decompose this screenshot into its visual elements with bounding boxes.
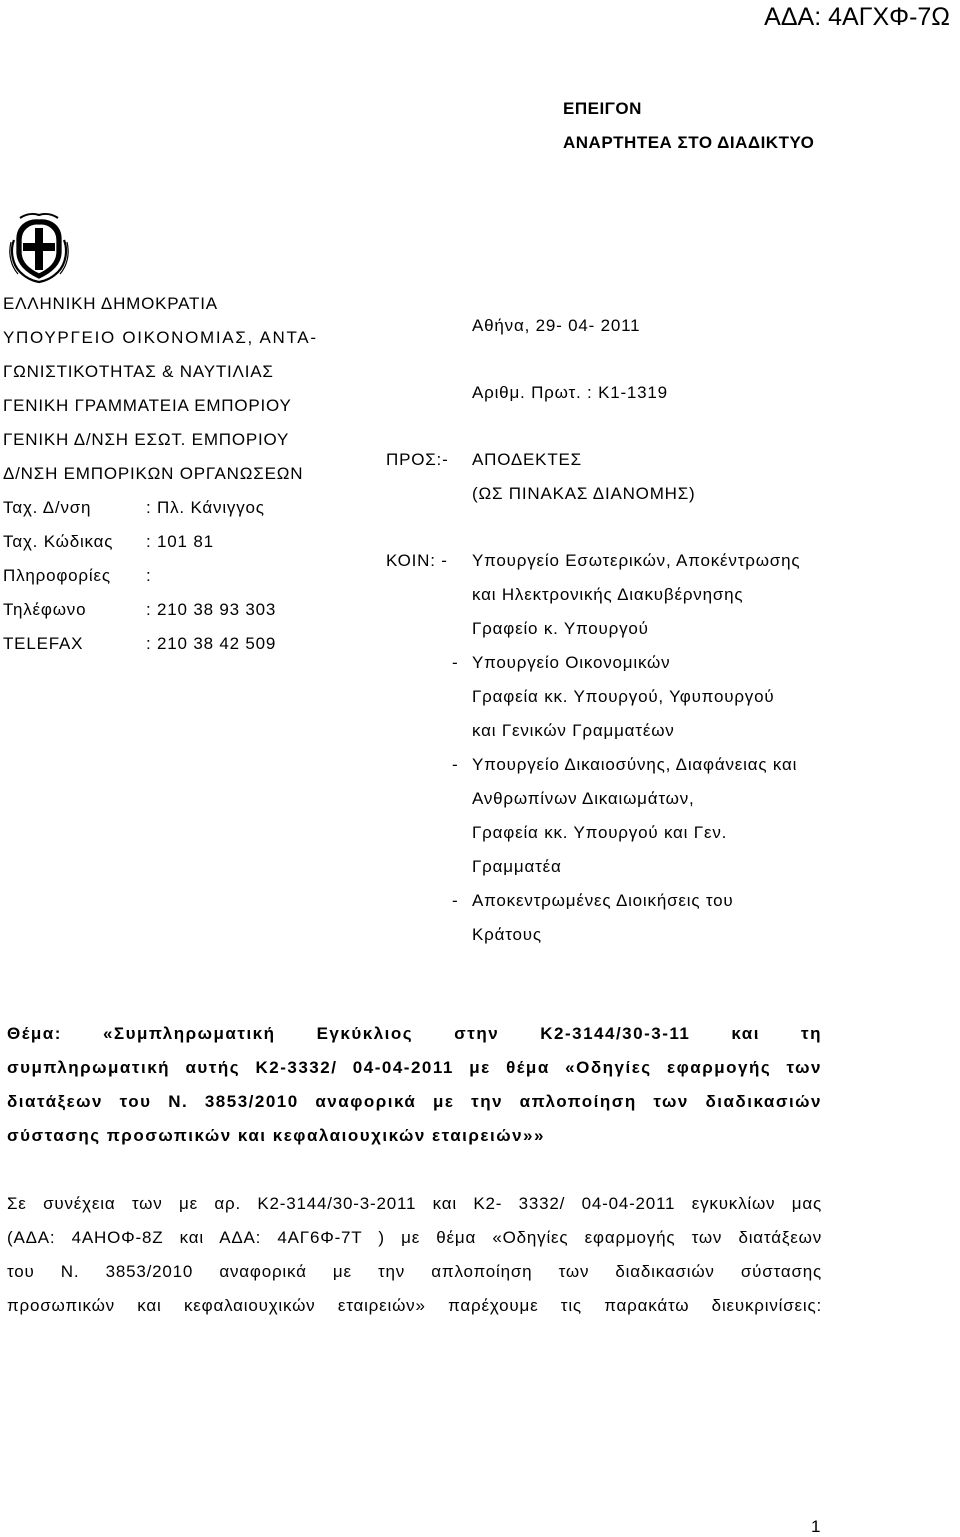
body-paragraph — [7, 1187, 822, 1323]
contact-label: TELEFAX — [3, 634, 84, 653]
cc-line: Γραμματέα — [472, 857, 562, 876]
cc-line: Ανθρωπίνων Δικαιωμάτων, — [472, 789, 695, 808]
contact-label: Ταχ. Κώδικας — [3, 532, 114, 551]
sender-line-5: ΓΕΝΙΚΗ Δ/ΝΣΗ ΕΣΩΤ. ΕΜΠΟΡΙΟΥ — [3, 430, 290, 449]
sender-line-2: ΥΠΟΥΡΓΕΙΟ ΟΙΚΟΝΟΜΙΑΣ, ΑΝΤΑ- — [3, 328, 318, 347]
body-line: (ΑΔΑ: 4ΑΗΟΦ-8Ζ και ΑΔΑ: 4ΑΓ6Φ-7Τ ) με θέμα «Οδηγίες εφαρμογής των διατάξεων — [7, 1228, 822, 1247]
ada-code: ΑΔΑ: 4ΑΓΧΦ-7Ω — [764, 3, 950, 31]
body-line: προσωπικών και κεφαλαιουχικών εταιρειών» παρέχουμε τις παρακάτω διευκρινίσεις: — [7, 1296, 822, 1315]
subject-block — [7, 1017, 822, 1153]
body-line: Σε συνέχεια των με αρ. Κ2-3144/30-3-2011 και Κ2- 3332/ 04-04-2011 εγκυκλίων μας — [7, 1194, 822, 1213]
contact-value: : 210 38 93 303 — [146, 600, 277, 619]
sender-line-3: ΓΩΝΙΣΤΙΚΟΤΗΤΑΣ & ΝΑΥΤΙΛΙΑΣ — [3, 362, 274, 381]
recipients-label: ΠΡΟΣ:- — [386, 450, 449, 469]
cc-dash: - — [452, 891, 459, 910]
document-date: Αθήνα, 29- 04- 2011 — [472, 316, 641, 335]
contact-label: Πληροφορίες — [3, 566, 111, 585]
cc-dash: - — [452, 653, 459, 672]
recipients-line: (ΩΣ ΠΙΝΑΚΑΣ ΔΙΑΝΟΜΗΣ) — [472, 484, 696, 503]
cc-label: ΚΟΙΝ: - — [386, 551, 448, 570]
cc-line: Κράτους — [472, 925, 542, 944]
cc-line: Γραφεία κκ. Υπουργού και Γεν. — [472, 823, 728, 842]
sender-line-4: ΓΕΝΙΚΗ ΓΡΑΜΜΑΤΕΙΑ ΕΜΠΟΡΙΟΥ — [3, 396, 292, 415]
contact-value: : Πλ. Κάνιγγος — [146, 498, 265, 517]
contact-value: : — [146, 566, 152, 585]
protocol-number: Αριθμ. Πρωτ. : Κ1-1319 — [472, 383, 668, 402]
subject-line: Θέμα: «Συμπληρωματική Εγκύκλιος στην Κ2-3144/30-3-11 και τη — [7, 1024, 822, 1043]
cc-line: και Γενικών Γραμματέων — [472, 721, 675, 740]
cc-line: Υπουργείο Εσωτερικών, Αποκέντρωσης — [472, 551, 801, 570]
urgent-label: ΕΠΕΙΓΟΝ — [563, 99, 642, 118]
contact-label: Τηλέφωνο — [3, 600, 87, 619]
page-number: 1 — [811, 1517, 821, 1536]
body-line: του Ν. 3853/2010 αναφορικά με την απλοποίηση των διαδικασιών σύστασης — [7, 1262, 822, 1281]
subject-line: συμπληρωματική αυτής Κ2-3332/ 04-04-2011 με θέμα «Οδηγίες εφαρμογής των — [7, 1058, 822, 1077]
greek-coat-of-arms-icon — [6, 210, 72, 284]
subject-line: διατάξεων του Ν. 3853/2010 αναφορικά με την απλοποίηση των διαδικασιών — [7, 1092, 822, 1111]
cc-dash: - — [452, 755, 459, 774]
cc-line: Υπουργείο Οικονομικών — [472, 653, 671, 672]
cc-line: Γραφείο κ. Υπουργού — [472, 619, 649, 638]
sender-line-6: Δ/ΝΣΗ ΕΜΠΟΡΙΚΩΝ ΟΡΓΑΝΩΣΕΩΝ — [3, 464, 304, 483]
contact-value: : 210 38 42 509 — [146, 634, 277, 653]
contact-value: : 101 81 — [146, 532, 214, 551]
cc-line: και Ηλεκτρονικής Διακυβέρνησης — [472, 585, 744, 604]
post-online-label: ΑΝΑΡΤΗΤΕΑ ΣΤΟ ΔΙΑΔΙΚΤΥΟ — [563, 133, 815, 152]
cc-line: Υπουργείο Δικαιοσύνης, Διαφάνειας και — [472, 755, 798, 774]
cc-line: Γραφεία κκ. Υπουργού, Υφυπουργού — [472, 687, 775, 706]
subject-line: σύστασης προσωπικών και κεφαλαιουχικών εταιρειών»» — [7, 1126, 545, 1145]
contact-label: Ταχ. Δ/νση — [3, 498, 92, 517]
cc-line: Αποκεντρωμένες Διοικήσεις του — [472, 891, 734, 910]
sender-line-1: ΕΛΛΗΝΙΚΗ ΔΗΜΟΚΡΑΤΙΑ — [3, 294, 218, 313]
recipients-line: ΑΠΟΔΕΚΤΕΣ — [472, 450, 582, 469]
